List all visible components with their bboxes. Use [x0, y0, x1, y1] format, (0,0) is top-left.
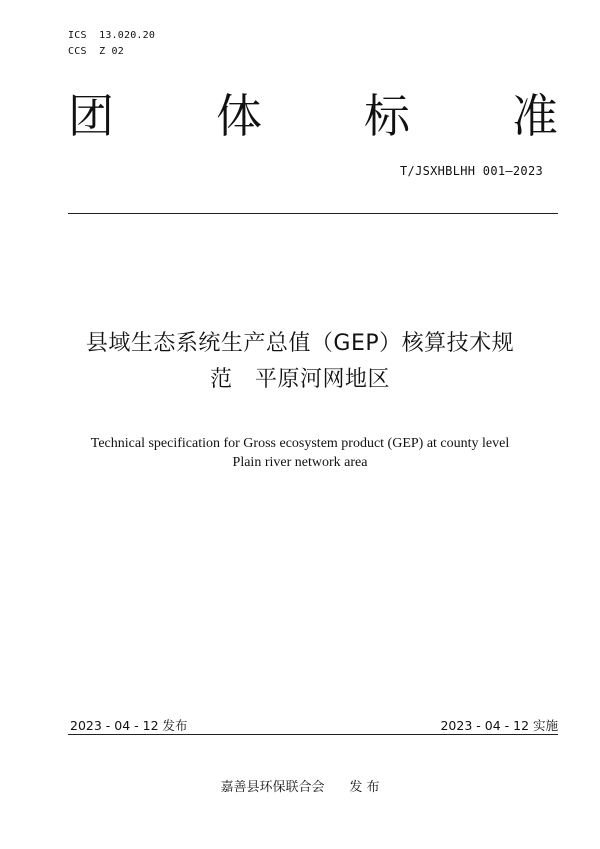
- standard-number: T/JSXHBLHH 001—2023: [400, 164, 543, 178]
- chinese-title: [40, 326, 560, 398]
- chinese-title-line-2: 范 平原河网地区: [210, 367, 390, 392]
- title-char-1: 团: [68, 89, 114, 143]
- ics-code: ICS 13.020.20: [68, 30, 156, 41]
- ccs-code: CCS Z 02: [68, 46, 124, 57]
- title-char-3: 标: [364, 89, 410, 143]
- document-type-title: [68, 88, 558, 148]
- chinese-title-line-1: 县域生态系统生产总值（GEP）核算技术规: [85, 331, 515, 356]
- title-char-4: 准: [512, 89, 558, 143]
- english-title-line-2: Plain river network area: [232, 455, 368, 470]
- implement-date: 2023 - 04 - 12 实施: [440, 718, 558, 733]
- english-title-line-1: Technical specification for Gross ecosystem product (GEP) at county level: [90, 436, 510, 451]
- publish-date: 2023 - 04 - 12 发布: [70, 718, 188, 733]
- bottom-divider: [68, 734, 558, 735]
- english-title: [40, 434, 560, 472]
- title-char-2: 体: [216, 89, 262, 143]
- classification-codes: [68, 28, 155, 60]
- top-divider: [68, 213, 558, 214]
- issuer: 嘉善县环保联合会 发 布: [220, 780, 380, 795]
